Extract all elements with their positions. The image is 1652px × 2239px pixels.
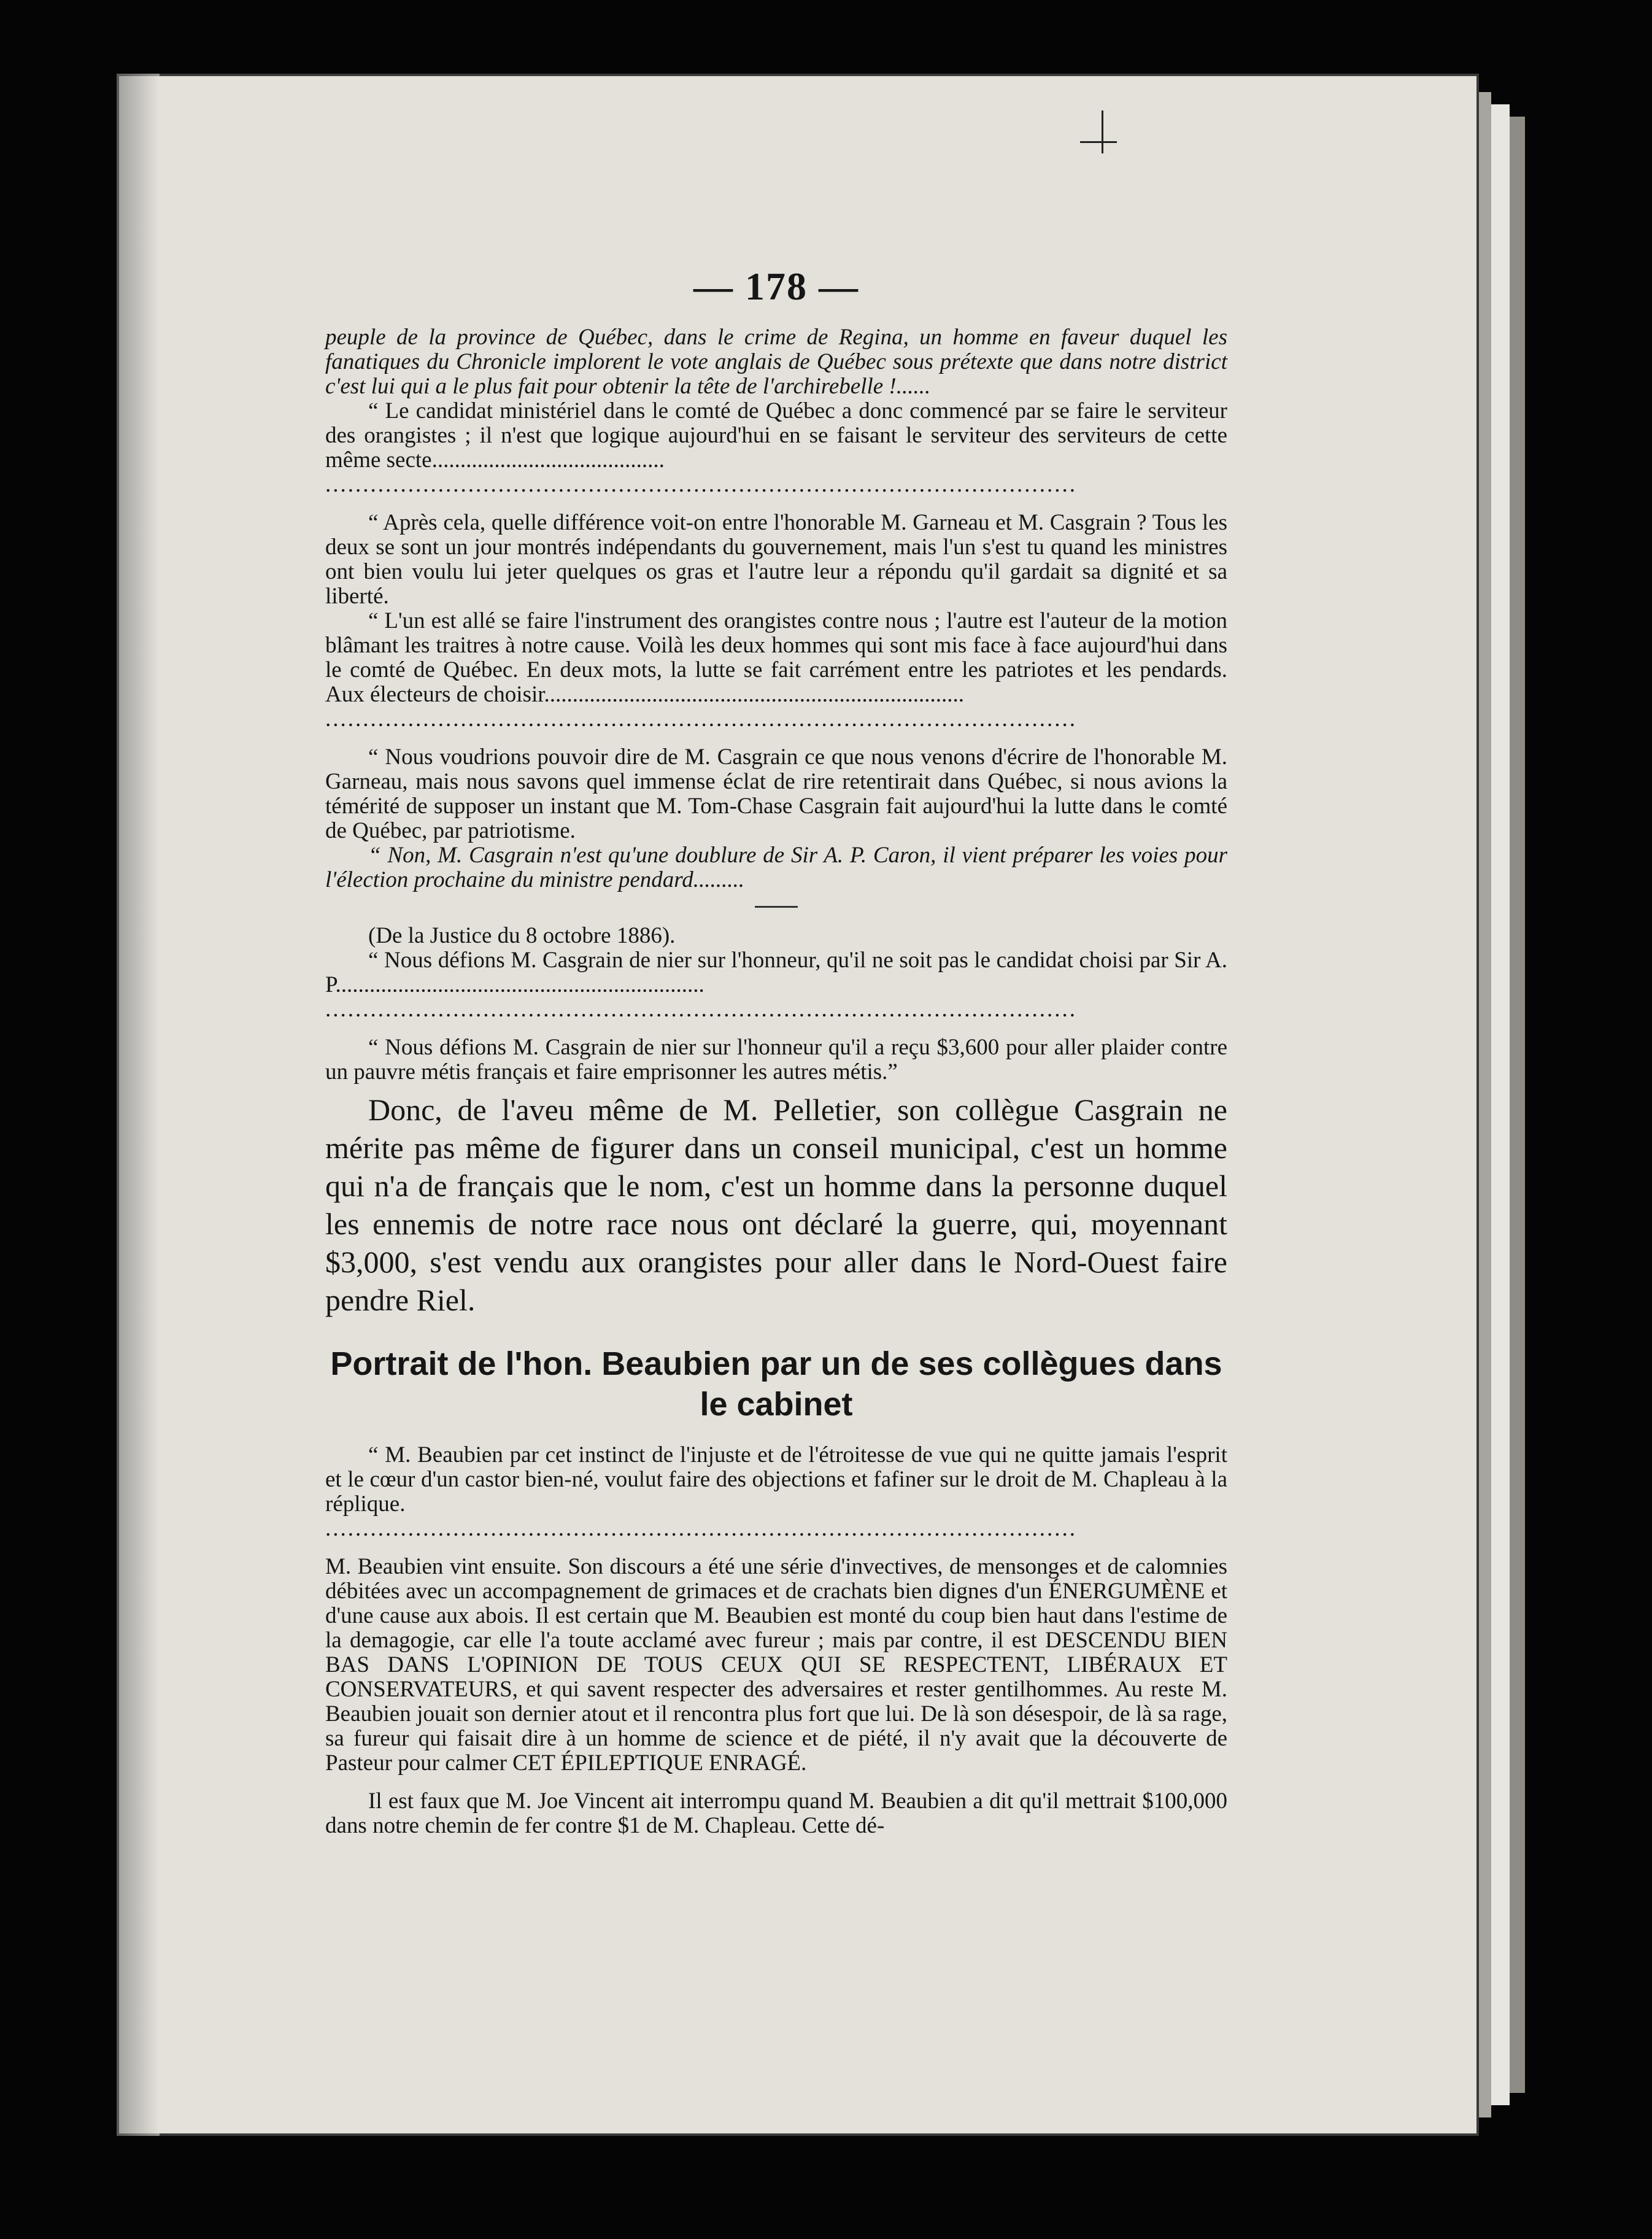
ellipsis-line: ....................................................................................................	[325, 1517, 1077, 1541]
page-stack-edge	[1510, 117, 1525, 2093]
section-heading: Portrait de l'hon. Beaubien par un de ses collègues dans le cabinet	[330, 1345, 1222, 1423]
scan-mark	[1102, 110, 1103, 153]
page-content	[325, 264, 1227, 1838]
page-binding-shadow	[117, 74, 160, 2136]
paragraph: “ M. Beaubien par cet instinct de l'injuste et de l'étroitesse de vue qui ne quitte jamais l'esprit et le cœur d'un castor bien-né, voulut faire des objections et fafiner sur le droit de M. Chapleau à la réplique.	[325, 1442, 1227, 1517]
ellipsis-line: ....................................................................................................	[325, 473, 1077, 497]
paragraph: “ Nous défions M. Casgrain de nier sur l'honneur qu'il a reçu $3,600 pour aller plaider contre un pauvre métis français et faire emprisonner les autres métis.”	[325, 1035, 1227, 1085]
ellipsis-line: ....................................................................................................	[325, 707, 1077, 732]
paragraph: peuple de la province de Québec, dans le crime de Regina, un homme en faveur duquel les fanatiques du Chronicle implorent le vote anglais de Québec sous prétexte que dans notre district c'est lui qui a le plus fait pour obtenir la tête de l'archirebelle !......	[325, 325, 1227, 399]
citation: (De la Justice du 8 octobre 1886).	[368, 923, 676, 948]
scan-mark	[1080, 141, 1117, 143]
paragraph: “ Non, M. Casgrain n'est qu'une doublure de Sir A. P. Caron, il vient préparer les voies pour l'élection prochaine du ministre pendard.........	[325, 843, 1227, 892]
page-number: — 178 —	[693, 265, 859, 308]
page-stack-edge	[1491, 104, 1510, 2105]
paragraph: M. Beaubien vint ensuite. Son discours a été une série d'invectives, de mensonges et de calomnies débitées avec un accompagnement de grimaces et de crachats bien dignes d'un ÉNERGUMÈNE et d'une cause aux abois. Il est certain que M. Beaubien est monté du coup bien haut dans l'estime de la demagogie, car elle l'a toute acclamé avec fureur ; mais par contre, il est DESCENDU BIEN BAS DANS L'OPINION DE TOUS CEUX QUI SE RESPECTENT, LIBÉRAUX ET CONSERVATEURS, et qui savent respecter des adversaires et rester gentilhommes. Au reste M. Beaubien jouait son dernier atout et il rencontra plus fort que lui. De là son désespoir, de là sa rage, sa fureur qui faisait dire à un homme de science et de piété, il n'y avait que la découverte de Pasteur pour calmer CET ÉPILEPTIQUE ENRAGÉ.	[325, 1554, 1227, 1776]
paragraph: “ Nous voudrions pouvoir dire de M. Casgrain ce que nous venons d'écrire de l'honorable M. Garneau, mais nous savons quel immense éclat de rire retentirait dans Québec, si nous avions la témérité de supposer un instant que M. Tom-Chase Casgrain fait aujourd'hui la lutte dans le comté de Québec, par patriotisme.	[325, 744, 1227, 843]
separator-rule	[755, 906, 798, 908]
paragraph: Il est faux que M. Joe Vincent ait interrompu quand M. Beaubien a dit qu'il mettrait $100,000 dans notre chemin de fer contre $1 de M. Chapleau. Cette dé-	[325, 1788, 1227, 1838]
ellipsis-line: ....................................................................................................	[325, 997, 1077, 1022]
paragraph: “ Nous défions M. Casgrain de nier sur l'honneur, qu'il ne soit pas le candidat choisi par Sir A. P.................................................................	[325, 948, 1227, 997]
paragraph: “ L'un est allé se faire l'instrument des orangistes contre nous ; l'autre est l'auteur de la motion blâmant les traitres à notre cause. Voilà les deux hommes qui sont mis face à face aujourd'hui dans le comté de Québec. En deux mots, la lutte se fait carrément entre les patriotes et les pendards. Aux électeurs de choisir..........................................................................	[325, 608, 1227, 707]
paragraph: Donc, de l'aveu même de M. Pelletier, son collègue Casgrain ne mérite pas même de figurer dans un conseil municipal, c'est un homme qui n'a de français que le nom, c'est un homme dans la personne duquel les ennemis de notre race nous ont déclaré la guerre, qui, moyennant $3,000, s'est vendu aux orangistes pour aller dans le Nord-Ouest faire pendre Riel.	[325, 1092, 1227, 1317]
paragraph: “ Après cela, quelle différence voit-on entre l'honorable M. Garneau et M. Casgrain ? Tous les deux se sont un jour montrés indépendants du gouvernement, mais l'un s'est tu quand les ministres ont bien voulu lui jeter quelques os gras et l'autre leur a répondu qu'il gardait sa dignité et sa liberté.	[325, 510, 1227, 609]
paragraph: “ Le candidat ministériel dans le comté de Québec a donc commencé par se faire le serviteur des orangistes ; il n'est que logique aujourd'hui en se faisant le serviteur des serviteurs de cette même secte.........................................	[325, 398, 1227, 473]
